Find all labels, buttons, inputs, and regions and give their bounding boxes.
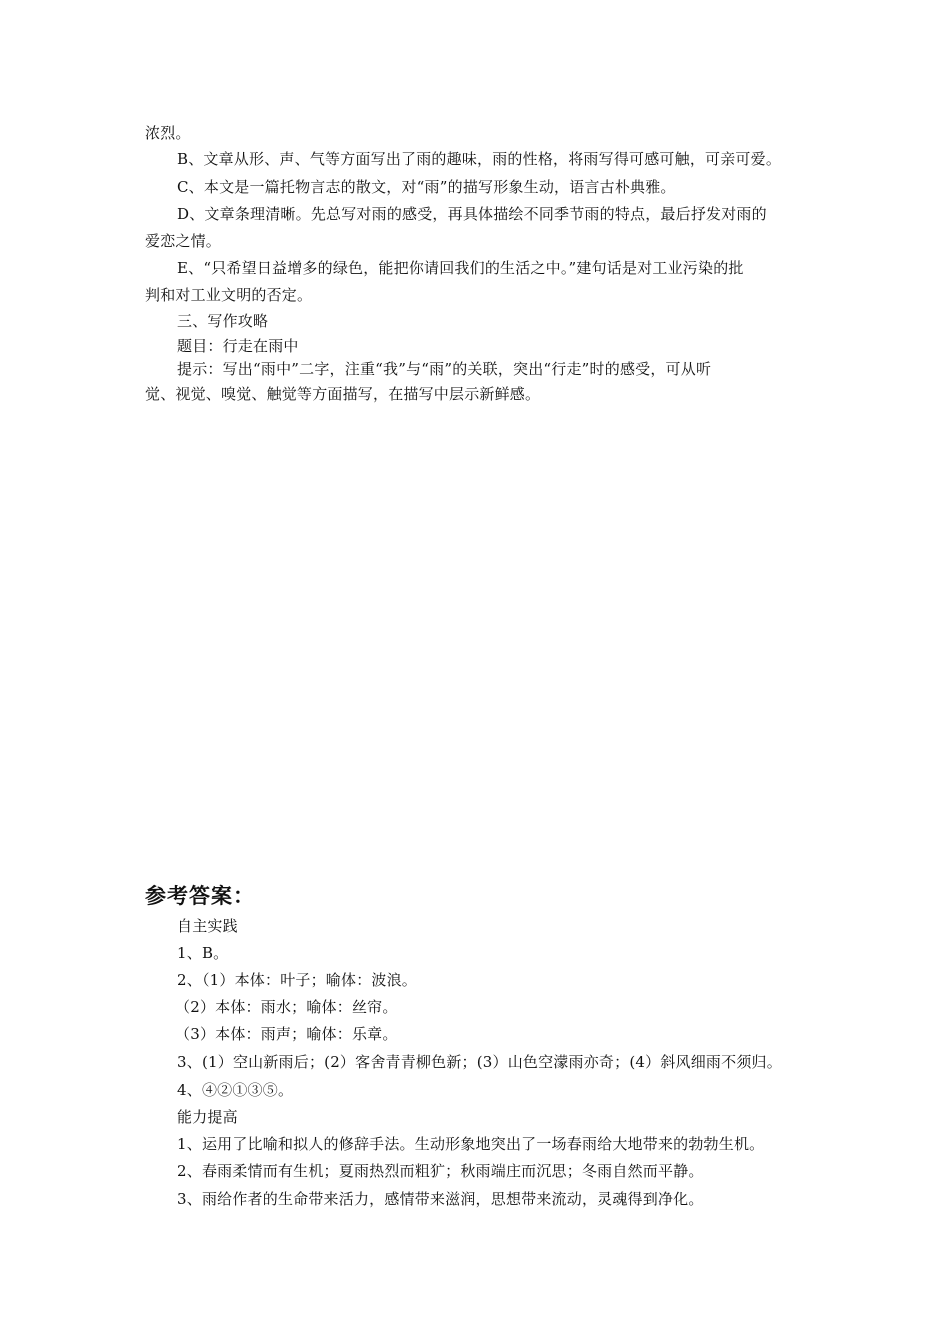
option-e-cont: 判和对工业文明的否定。 [145, 286, 313, 304]
part-self-practice: 自主实践 [177, 917, 238, 935]
option-b: B、文章从形、声、气等方面写出了雨的趣味，雨的性格，将雨写得可感可触，可亲可爱。 [177, 150, 782, 168]
part-ability: 能力提高 [177, 1108, 238, 1126]
ability-answer-2: 2、春雨柔情而有生机；夏雨热烈而粗犷；秋雨端庄而沉思；冬雨自然而平静。 [177, 1162, 704, 1180]
answers-heading: 参考答案： [145, 884, 255, 908]
ability-answer-1: 1、运用了比喻和拟人的修辞手法。生动形象地突出了一场春雨给大地带来的勃勃生机。 [177, 1135, 765, 1153]
answer-3: 3、(1）空山新雨后；(2）客舍青青柳色新；(3）山色空濛雨亦奇；(4）斜风细雨不须归。 [177, 1053, 782, 1071]
option-d-cont: 爱恋之情。 [145, 232, 222, 250]
option-d: D、文章条理清晰。先总写对雨的感受，再具体描绘不同季节雨的特点，最后抒发对雨的 [177, 205, 767, 223]
ability-answer-3: 3、雨给作者的生命带来活力，感情带来滋润，思想带来流动，灵魂得到净化。 [177, 1190, 704, 1208]
section-three-title: 三、写作攻略 [177, 312, 269, 330]
answer-1: 1、B。 [177, 944, 229, 962]
answer-2-sub2: （2）本体：雨水；喻体：丝帘。 [175, 998, 398, 1016]
text-line: 浓烈。 [145, 124, 191, 142]
option-c: C、本文是一篇托物言志的散文，对“雨”的描写形象生动，语言古朴典雅。 [177, 178, 676, 196]
tip-line-cont: 觉、视觉、嗅觉、触觉等方面描写，在描写中层示新鲜感。 [145, 385, 541, 403]
answer-2: 2、（1）本体：叶子；喻体：波浪。 [177, 971, 417, 989]
tip-line: 提示：写出“雨中”二字，注重“我”与“雨”的关联，突出“行走”时的感受，可从听 [177, 360, 712, 378]
answer-4: 4、④②①③⑤。 [177, 1081, 294, 1099]
answer-2-sub3: （3）本体：雨声；喻体：乐章。 [175, 1025, 398, 1043]
option-e: E、“只希望日益增多的绿色，能把你请回我们的生活之中。”建句话是对工业污染的批 [177, 259, 744, 277]
topic-line: 题目：行走在雨中 [177, 337, 299, 355]
